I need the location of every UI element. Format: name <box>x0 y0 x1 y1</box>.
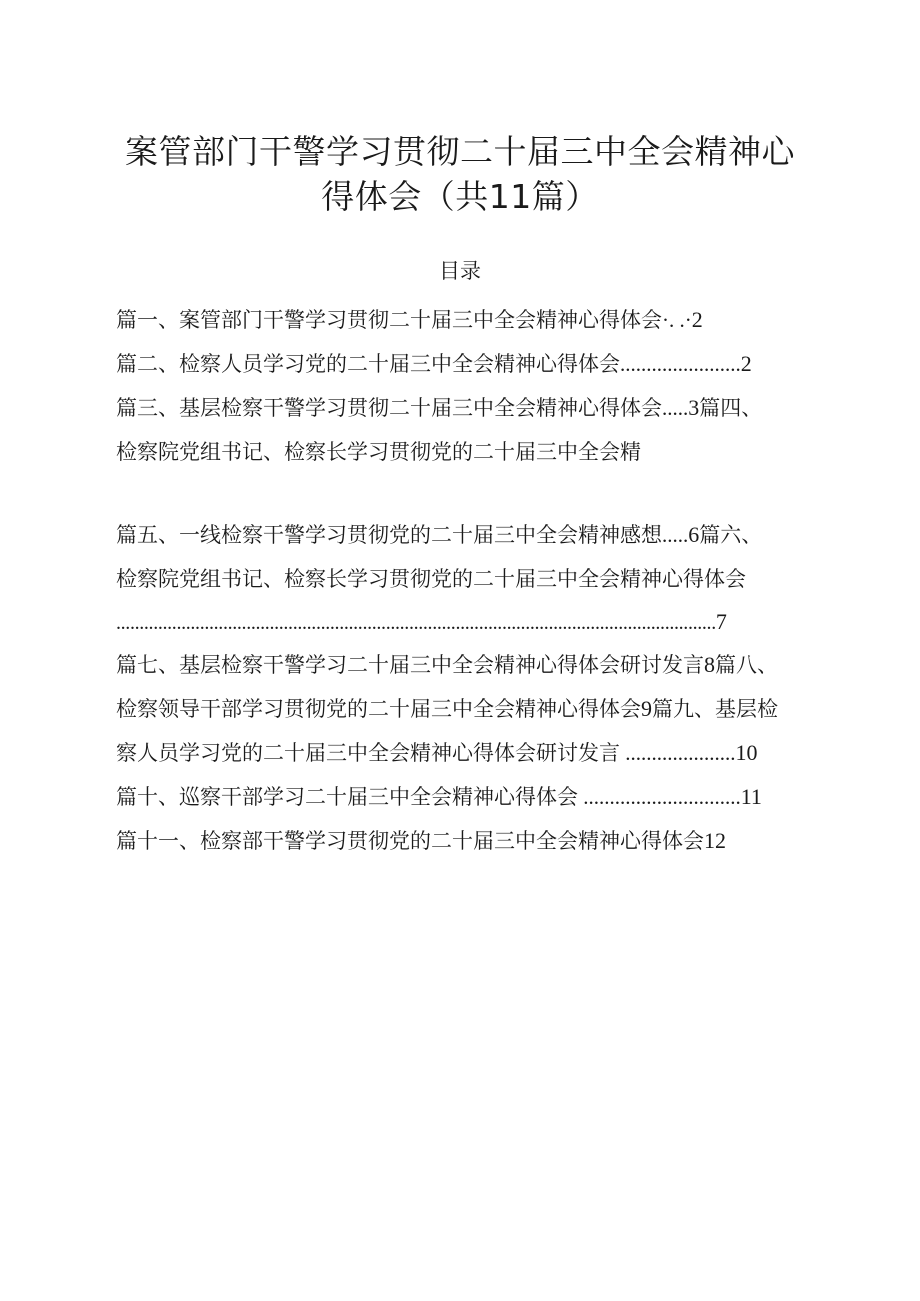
toc-entry-7[interactable] <box>116 651 778 679</box>
toc-leader-dots: ....................... <box>620 352 741 376</box>
toc-entry-tail: 篇九、基层检 <box>652 697 778 721</box>
toc-entry-text: 检察院党组书记、检察长学习贯彻党的二十届三中全会精神心得体会 <box>116 567 746 591</box>
toc-entry-6[interactable] <box>116 565 746 593</box>
toc-leader-dots: ..... <box>662 523 689 547</box>
toc-entry-tail: 篇六、 <box>699 523 763 547</box>
toc-entry-1[interactable] <box>116 306 703 334</box>
toc-entry-text: 检察院党组书记、检察长学习贯彻党的二十届三中全会精 <box>116 440 641 464</box>
toc-entry-text: 篇十一、检察部干警学习贯彻党的二十届三中全会精神心得体会 <box>116 829 704 853</box>
toc-entry-11[interactable] <box>116 827 726 855</box>
toc-entry-text: 检察领导干部学习贯彻党的二十届三中全会精神心得体会 <box>116 697 641 721</box>
toc-entry-5[interactable] <box>116 521 762 549</box>
toc-entry-10[interactable] <box>116 783 762 811</box>
toc-entry-6-continued[interactable] <box>116 608 727 637</box>
toc-entry-text: 察人员学习党的二十届三中全会精神心得体会研讨发言 <box>116 741 620 765</box>
toc-entry-text: 篇七、基层检察干警学习二十届三中全会精神心得体会研讨发言 <box>116 653 704 677</box>
toc-heading: 目录 <box>439 259 481 283</box>
toc-entry-3[interactable] <box>116 394 762 422</box>
toc-page-number: 3 <box>688 395 700 420</box>
toc-entry-8[interactable] <box>116 695 778 723</box>
toc-entry-text: 篇一、案管部门干警学习贯彻二十届三中全会精神心得体会 <box>116 308 662 332</box>
toc-entry-9[interactable] <box>116 739 758 767</box>
toc-entry-text: 篇三、基层检察干警学习贯彻二十届三中全会精神心得体会 <box>116 396 662 420</box>
toc-entry-4[interactable] <box>116 438 641 466</box>
toc-leader-dots: ·. .· <box>662 308 692 332</box>
toc-page-number: 8 <box>704 652 715 677</box>
toc-leader-dots: ..................... <box>620 741 736 765</box>
toc-page-number: 2 <box>740 351 752 376</box>
toc-page-number: 2 <box>691 307 703 332</box>
document-title-line-1: 案管部门干警学习贯彻二十届三中全会精神心 <box>125 132 795 171</box>
toc-leader-dots: .............................. <box>578 785 741 809</box>
toc-page-number: 9 <box>641 696 652 721</box>
document-title-line-2: 得体会（共11篇） <box>321 177 599 216</box>
toc-entry-text: 篇十、巡察干部学习二十届三中全会精神心得体会 <box>116 785 578 809</box>
toc-page-number: 10 <box>735 740 758 765</box>
toc-entry-2[interactable] <box>116 350 752 378</box>
toc-entry-text: 篇二、检察人员学习党的二十届三中全会精神心得体会 <box>116 352 620 376</box>
toc-page-number: 6 <box>688 522 700 547</box>
toc-leader-dots: ................................................................................................................................. <box>116 612 716 634</box>
toc-entry-tail: 篇八、 <box>715 653 778 677</box>
toc-leader-dots: ..... <box>662 396 689 420</box>
toc-page-number: 12 <box>704 828 726 853</box>
toc-entry-tail: 篇四、 <box>699 396 763 420</box>
toc-page-number: 7 <box>715 609 727 634</box>
toc-page-number: 11 <box>740 784 762 809</box>
toc-entry-text: 篇五、一线检察干警学习贯彻党的二十届三中全会精神感想 <box>116 523 662 547</box>
